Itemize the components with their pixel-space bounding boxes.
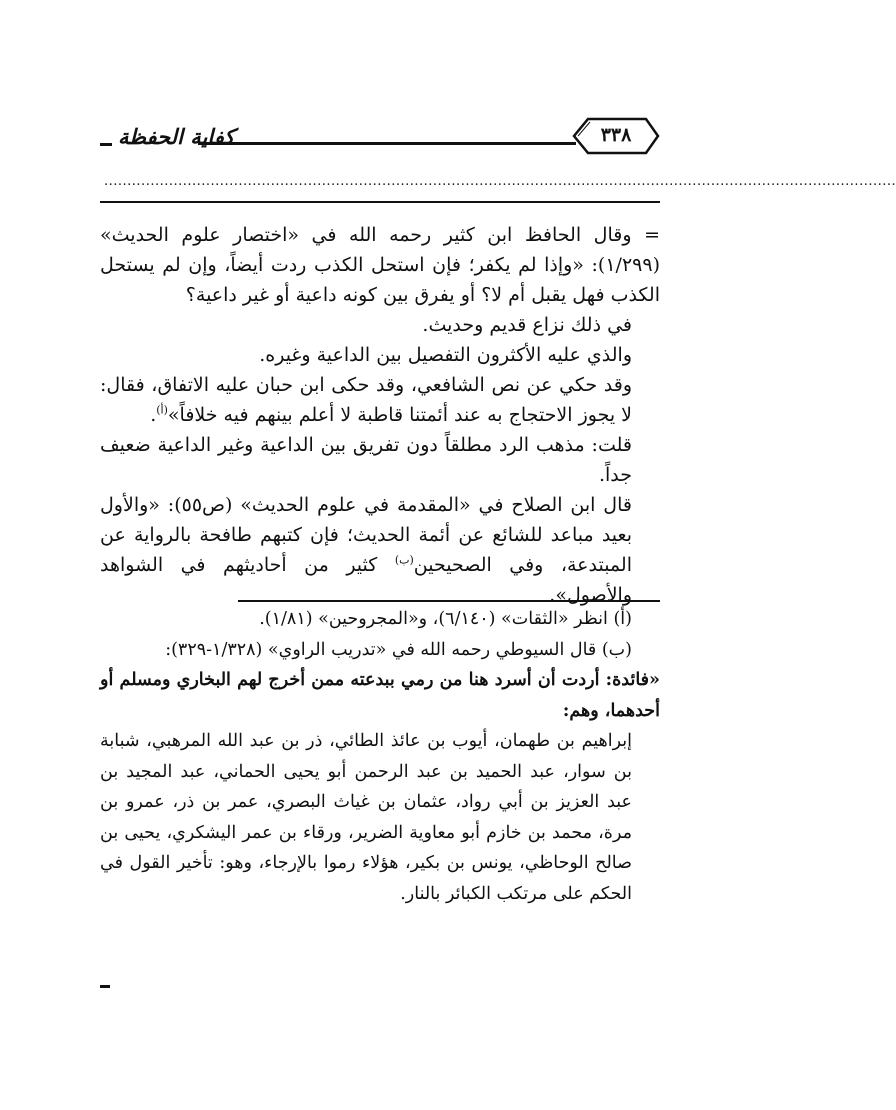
footnote-ref-b: (ب) xyxy=(394,553,414,567)
footnote-b-intro: (ب) قال السيوطي رحمه الله في «تدريب الراوي» (١/٣٢٨-٣٢٩): xyxy=(165,639,632,660)
footnote-ref-a: (أ) xyxy=(156,403,168,417)
paragraph-ibn-salah xyxy=(100,490,660,610)
page-header xyxy=(100,112,660,162)
dotted-separator: ........................................................................................................................................................................... xyxy=(104,174,896,189)
page-number-frame xyxy=(572,116,660,156)
page-end-mark xyxy=(100,985,110,988)
main-text xyxy=(100,220,660,610)
footnote-a: (أ) انظر «الثقات» (٦/١٤٠)، و«المجروحين» (١/٨١). xyxy=(259,609,632,629)
footnote-b-benefit: «فائدة: أردت أن أسرد هنا من رمي ببدعته ممن أخرج لهم البخاري ومسلم أو أحدهما، وهم: xyxy=(100,670,660,721)
page-number: ٣٣٨ xyxy=(600,124,632,146)
footnote-separator xyxy=(238,600,660,602)
header-rule xyxy=(198,142,576,145)
paragraph-dispute: في ذلك نزاع قديم وحديث. xyxy=(422,314,632,336)
footnotes xyxy=(100,604,660,909)
shafii-text: وقد حكي عن نص الشافعي، وقد حكى ابن حبان عليه الاتفاق، فقال: لا يجوز الاحتجاج به عند أئمتنا قاطبة لا أعلم بينهم فيه خلافاً» xyxy=(100,374,632,426)
ibn-salah-text-end: كثير من أحاديثهم في الشواهد والأصول». xyxy=(100,554,632,606)
footnote-b-narrators: إبراهيم بن طهمان، أيوب بن عائذ الطائي، ذر بن عبد الله المرهبي، شبابة بن سوار، عبد الحميد بن عبد الرحمن أبو يحيى الحماني، عبد المجيد بن عبد العزيز بن أبي رواد، عثمان بن غياث البصري، عمر بن ذر، عمرو بن مرة، محمد بن خازم أبو معاوية الضرير، ورقاء بن عمر اليشكري، يحيى بن صالح الوحاظي، يونس بن بكير، هؤلاء رموا بالإرجاء، وهو: تأخير القول في الحكم على مرتكب الكبائر بالنار. xyxy=(100,731,632,904)
paragraph-majority: والذي عليه الأكثرون التفصيل بين الداعية وغيره. xyxy=(259,344,632,366)
paragraph-shafii: وقد حكي عن نص الشافعي، وقد حكى ابن حبان عليه الاتفاق، فقال: لا يجوز الاحتجاج به عند أئمتنا قاطبة لا أعلم بينهم فيه خلافاً»$^{(أ)}$. xyxy=(100,374,632,426)
paragraph-author-opinion: قلت: مذهب الرد مطلقاً دون تفريق بين الداعية وغير الداعية ضعيف جداً. xyxy=(100,434,632,486)
book-title: كفاية الحفظة xyxy=(118,124,235,149)
ibn-salah-text: قال ابن الصلاح في «المقدمة في علوم الحديث» (ص٥٥): «والأول بعيد مباعد للشائع عن أئمة الحديث؛ فإن كتبهم طافحة بالرواية عن المبتدعة، وفي الصحيحين xyxy=(100,494,632,576)
paragraph-ibn-kathir: = وقال الحافظ ابن كثير رحمه الله في «اختصار علوم الحديث» (١/٢٩٩): «وإذا لم يكفر؛ فإن استحل الكذب ردت أيضاً، وإن لم يستحل الكذب فهل يقبل أم لا؟ أو يفرق بين كونه داعية أو غير داعية؟ xyxy=(100,224,660,306)
header-bottom-rule xyxy=(100,201,660,203)
title-dash xyxy=(100,143,112,146)
